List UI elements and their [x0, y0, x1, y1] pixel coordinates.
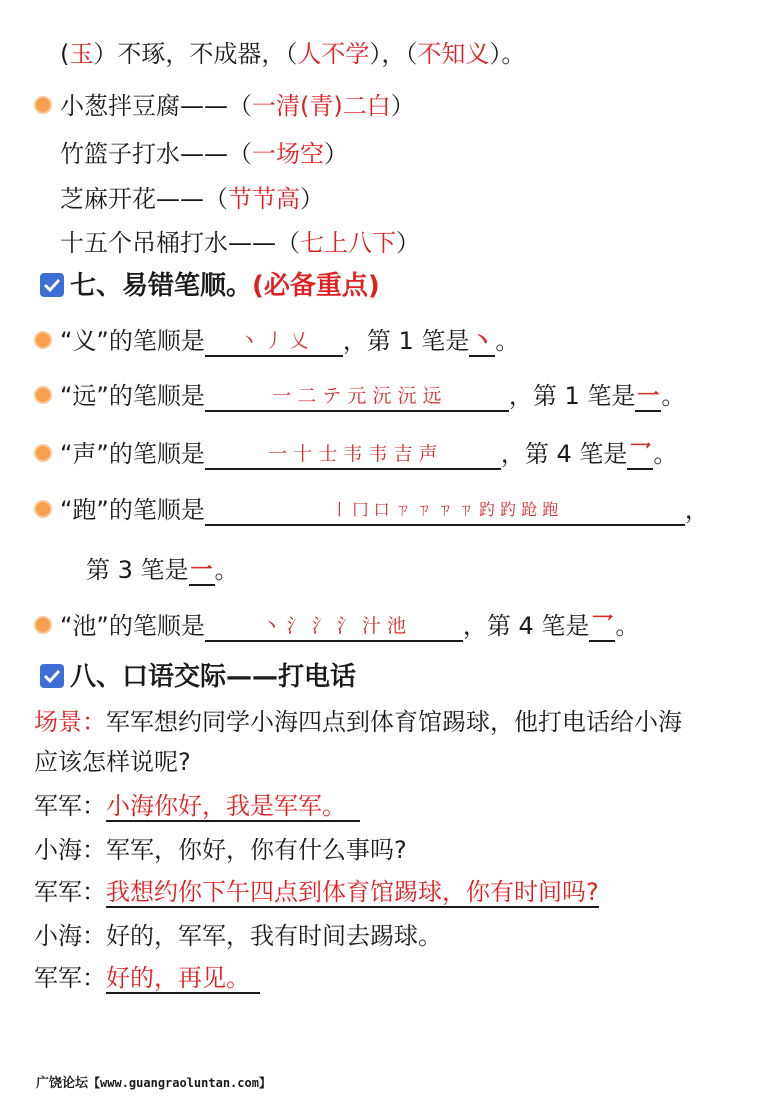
stroke-answer: 丶: [469, 325, 495, 357]
stroke-item: [34, 438, 677, 470]
section-title: 七、易错笔顺。: [70, 271, 253, 301]
speaker: 军军：: [34, 792, 106, 820]
checkbox-icon: [40, 664, 64, 688]
bullet-dot-icon: [34, 386, 52, 404]
dialog-text: 军军，你好，你有什么事吗?: [106, 836, 407, 864]
scene-text: 应该怎样说呢?: [34, 748, 191, 776]
stroke-answer: 一: [635, 380, 661, 412]
bullet-dot-icon: [34, 500, 52, 518]
text: 。: [214, 556, 239, 584]
xiehouyu-item: [60, 227, 420, 259]
stroke-item: [34, 494, 709, 526]
stroke-answer: 乛: [627, 438, 653, 470]
checkbox-icon: [40, 273, 64, 297]
prompt: “义”的笔顺是: [60, 327, 205, 355]
text: 。: [653, 440, 678, 468]
section-highlight: (必备重点): [252, 271, 380, 301]
bullet-dot-icon: [34, 96, 52, 114]
dialog-text: 好的，军军，我有时间去踢球。: [106, 922, 442, 950]
scene-line: [34, 706, 682, 738]
bullet-dot-icon: [34, 444, 52, 462]
text: 第 3 笔是: [86, 556, 189, 584]
answer: 人不学: [297, 40, 370, 68]
section-title: 八、口语交际——打电话: [70, 662, 357, 692]
speaker: 小海：: [34, 922, 106, 950]
stroke-answer: 一: [189, 554, 215, 586]
answer: 节节高: [228, 185, 300, 213]
text: ）: [300, 185, 324, 213]
stroke-item: [34, 380, 685, 412]
answer: 一清(青)二白: [252, 92, 391, 120]
section-heading: [40, 270, 380, 302]
stroke-order-answer: 一 二 テ 元 沅 沅 远: [205, 380, 509, 412]
stroke-item-continued: [86, 554, 239, 586]
dialog-answer: 好的，再见。: [106, 964, 260, 994]
text: ），（: [369, 40, 418, 68]
stroke-order-answer: 一 十 士 韦 韦 吉 声: [205, 438, 501, 470]
xiehouyu-item: [60, 138, 348, 170]
answer: 不知义: [417, 40, 490, 68]
dialog-line: [34, 876, 599, 908]
question: 芝麻开花——（: [60, 185, 228, 213]
footer-site: 广饶论坛: [36, 1076, 89, 1091]
scene-text: 军军想约同学小海四点到体育馆踢球，他打电话给小海: [106, 708, 682, 736]
bullet-dot-icon: [34, 331, 52, 349]
speaker: 军军：: [34, 878, 106, 906]
proverb-line: [60, 38, 525, 70]
dialog-answer: 小海你好，我是军军。: [106, 792, 360, 822]
answer: 玉: [69, 40, 94, 68]
scene-label: 场景：: [34, 708, 106, 736]
prompt: “声”的笔顺是: [60, 440, 205, 468]
text: ，第 4 笔是: [462, 612, 590, 640]
prompt: “远”的笔顺是: [60, 382, 205, 410]
text: ）不琢，不成器，（: [93, 40, 298, 68]
text: ，第 1 笔是: [508, 382, 636, 410]
stroke-order-answer: 丨 冂 口 ㄗ ㄗ ㄗ ㄗ 趵 趵 跄 跑: [205, 494, 685, 526]
question: 十五个吊桶打水——（: [60, 229, 300, 257]
dialog-line: [34, 920, 442, 952]
dialog-line: [34, 790, 360, 822]
bullet-dot-icon: [34, 616, 52, 634]
prompt: “跑”的笔顺是: [60, 496, 205, 524]
prompt: “池”的笔顺是: [60, 612, 205, 640]
stroke-item: [34, 610, 639, 642]
xiehouyu-item: [60, 183, 324, 215]
text: ）: [324, 140, 348, 168]
text: ）: [396, 229, 420, 257]
text: ）。: [489, 40, 526, 68]
stroke-order-answer: 丶 氵 氵 氵 汁 池: [205, 610, 463, 642]
answer: 七上八下: [300, 229, 396, 257]
section-heading: [40, 661, 356, 693]
text: 。: [615, 612, 640, 640]
stroke-item: [34, 325, 519, 357]
footer: [36, 1072, 271, 1091]
question: 小葱拌豆腐——（: [60, 92, 252, 120]
stroke-order-answer: 丶 丿 乂: [205, 325, 343, 357]
scene-line: [34, 746, 191, 778]
xiehouyu-item: [34, 90, 415, 122]
dialog-line: [34, 834, 407, 866]
text: (: [60, 40, 70, 68]
speaker: 军军：: [34, 964, 106, 992]
speaker: 小海：: [34, 836, 106, 864]
text: ）: [390, 92, 415, 120]
dialog-answer: 我想约你下午四点到体育馆踢球，你有时间吗?: [106, 878, 599, 906]
text: ，第 1 笔是: [342, 327, 470, 355]
answer: 一场空: [252, 140, 324, 168]
stroke-answer: 乛: [589, 610, 615, 642]
question: 竹篮子打水——（: [60, 140, 252, 168]
footer-url[interactable]: 【www.guangraoluntan.com】: [88, 1076, 271, 1090]
text: ，第 4 笔是: [500, 440, 628, 468]
text: 。: [661, 382, 686, 410]
text: ，: [684, 496, 709, 524]
text: 。: [495, 327, 520, 355]
dialog-line: [34, 962, 260, 994]
